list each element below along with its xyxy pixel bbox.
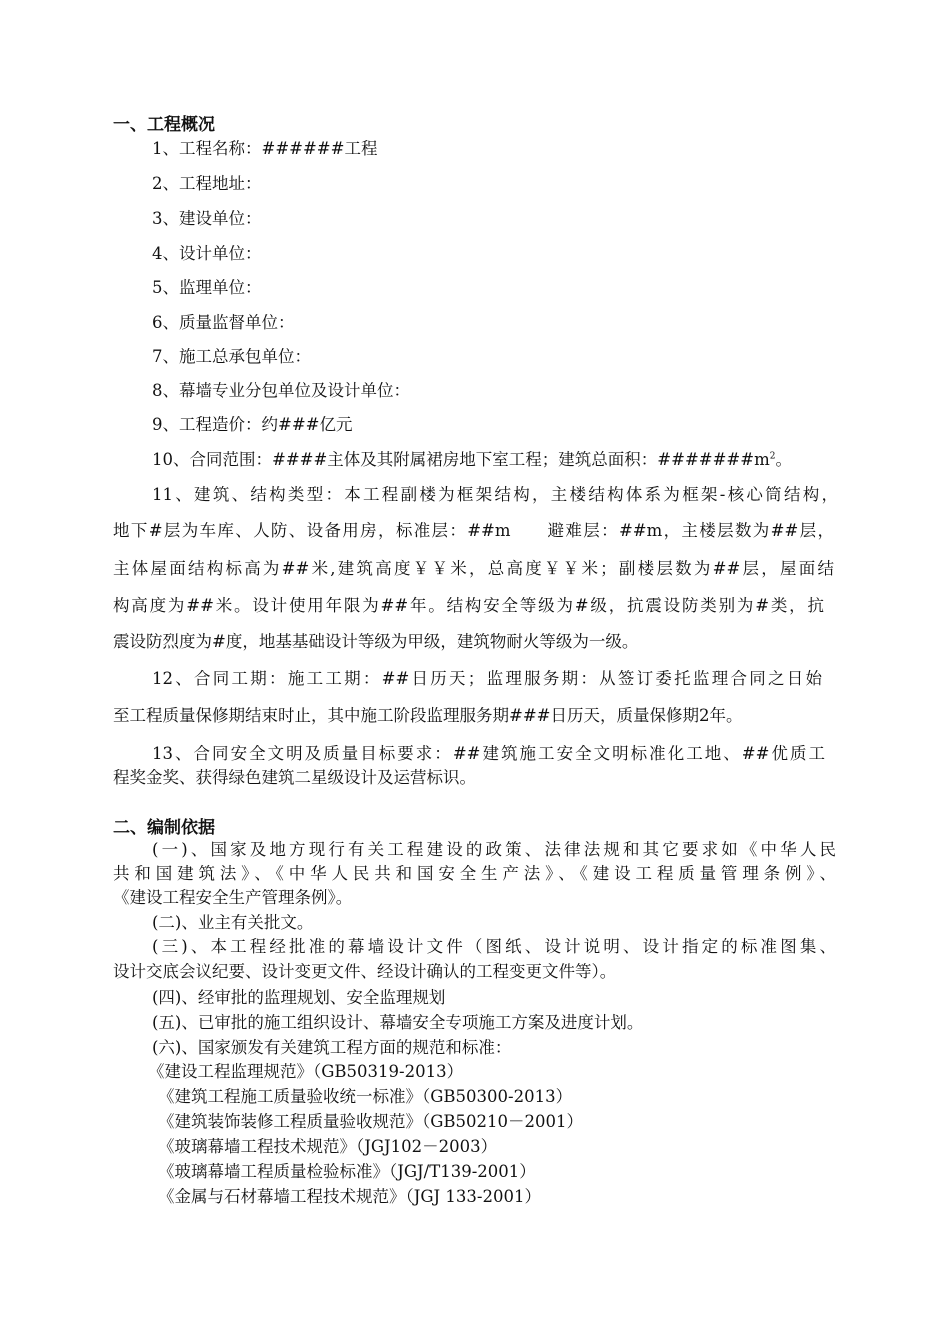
basis-3-line-2: 设计交底会议纪要、设计变更文件、经设计确认的工程变更文件等）。 (113, 962, 617, 981)
basis-4: (四)、经审批的监理规划、安全监理规划 (152, 988, 446, 1007)
basis-3-line-1: (三)、本工程经批准的幕墙设计文件（图纸、设计说明、设计指定的标准图集、 (152, 937, 836, 956)
standard-3: 《建筑装饰装修工程质量验收规范》（GB50210－2001） (158, 1112, 584, 1131)
item11-line-5: 震设防烈度为#度，地基基础设计等级为甲级，建筑物耐火等级为一级。 (113, 632, 639, 651)
section1-item-3: 3、建设单位： (152, 209, 262, 228)
basis-1-line-2: 共和国建筑法》、《中华人民共和国安全生产法》、《建设工程质量管理条例》、 (113, 864, 836, 883)
section1-item-6: 6、质量监督单位： (152, 313, 295, 332)
section1-item-8: 8、幕墙专业分包单位及设计单位： (152, 381, 410, 400)
item13-line-1: 13、合同安全文明及质量目标要求：##建筑施工安全文明标准化工地、##优质工 (152, 744, 825, 763)
section1-item-7: 7、施工总承包单位： (152, 347, 311, 366)
item11-line-2: 地下#层为车库、人防、设备用房，标准层：##m 避难层：##m，主楼层数为##层， (113, 521, 834, 540)
standard-4: 《玻璃幕墙工程技术规范》（JGJ102－2003） (158, 1137, 498, 1156)
section1-item-5: 5、监理单位： (152, 278, 262, 297)
standard-1: 《建设工程监理规范》（GB50319-2013） (148, 1062, 464, 1081)
item11-line-3: 主体屋面结构标高为##米,建筑高度￥￥米，总高度￥￥米；副楼层数为##层，屋面结 (113, 559, 834, 578)
item10-superscript: 2 (769, 451, 776, 462)
standard-2: 《建筑工程施工质量验收统一标准》（GB50300-2013） (158, 1087, 573, 1106)
basis-5: (五)、已审批的施工组织设计、幕墙安全专项施工方案及进度计划。 (152, 1013, 644, 1032)
item13-line-2: 程奖金奖、获得绿色建筑二星级设计及运营标识。 (113, 768, 476, 787)
basis-6: (六)、国家颁发有关建筑工程方面的规范和标准： (152, 1038, 512, 1057)
item12-line-1: 12、合同工期：施工工期：##日历天；监理服务期：从签订委托监理合同之日始 (152, 669, 822, 688)
basis-1-line-3: 《建设工程安全生产管理条例》。 (113, 888, 353, 907)
section2-heading: 二、编制依据 (113, 818, 215, 838)
item10-text: 10、合同范围：####主体及其附属裙房地下室工程；建筑总面积：#######m (152, 450, 770, 469)
section1-item-10 (152, 446, 792, 470)
section1-item-4: 4、设计单位： (152, 244, 262, 263)
section1-item-1: 1、工程名称：######工程 (152, 139, 378, 158)
section1-item-9: 9、工程造价：约###亿元 (152, 415, 353, 434)
section1-item-2: 2、工程地址： (152, 174, 262, 193)
standard-5: 《玻璃幕墙工程质量检验标准》（JGJ/T139-2001） (158, 1162, 536, 1181)
item10-end: 。 (775, 450, 792, 469)
item11-line-1: 11、建筑、结构类型：本工程副楼为框架结构，主楼结构体系为框架-核心筒结构， (152, 485, 838, 504)
item12-line-2: 至工程质量保修期结束时止，其中施工阶段监理服务期###日历天，质量保修期2年。 (113, 706, 743, 725)
section1-heading: 一、工程概况 (113, 115, 215, 135)
standard-6: 《金属与石材幕墙工程技术规范》（JGJ 133-2001） (158, 1187, 541, 1206)
item11-line-4: 构高度为##米。设计使用年限为##年。结构安全等级为#级，抗震设防类别为#类，抗 (113, 596, 824, 615)
basis-2: (二)、业主有关批文。 (152, 913, 314, 932)
basis-1-line-1: (一)、国家及地方现行有关工程建设的政策、法律法规和其它要求如《中华人民 (152, 840, 836, 859)
